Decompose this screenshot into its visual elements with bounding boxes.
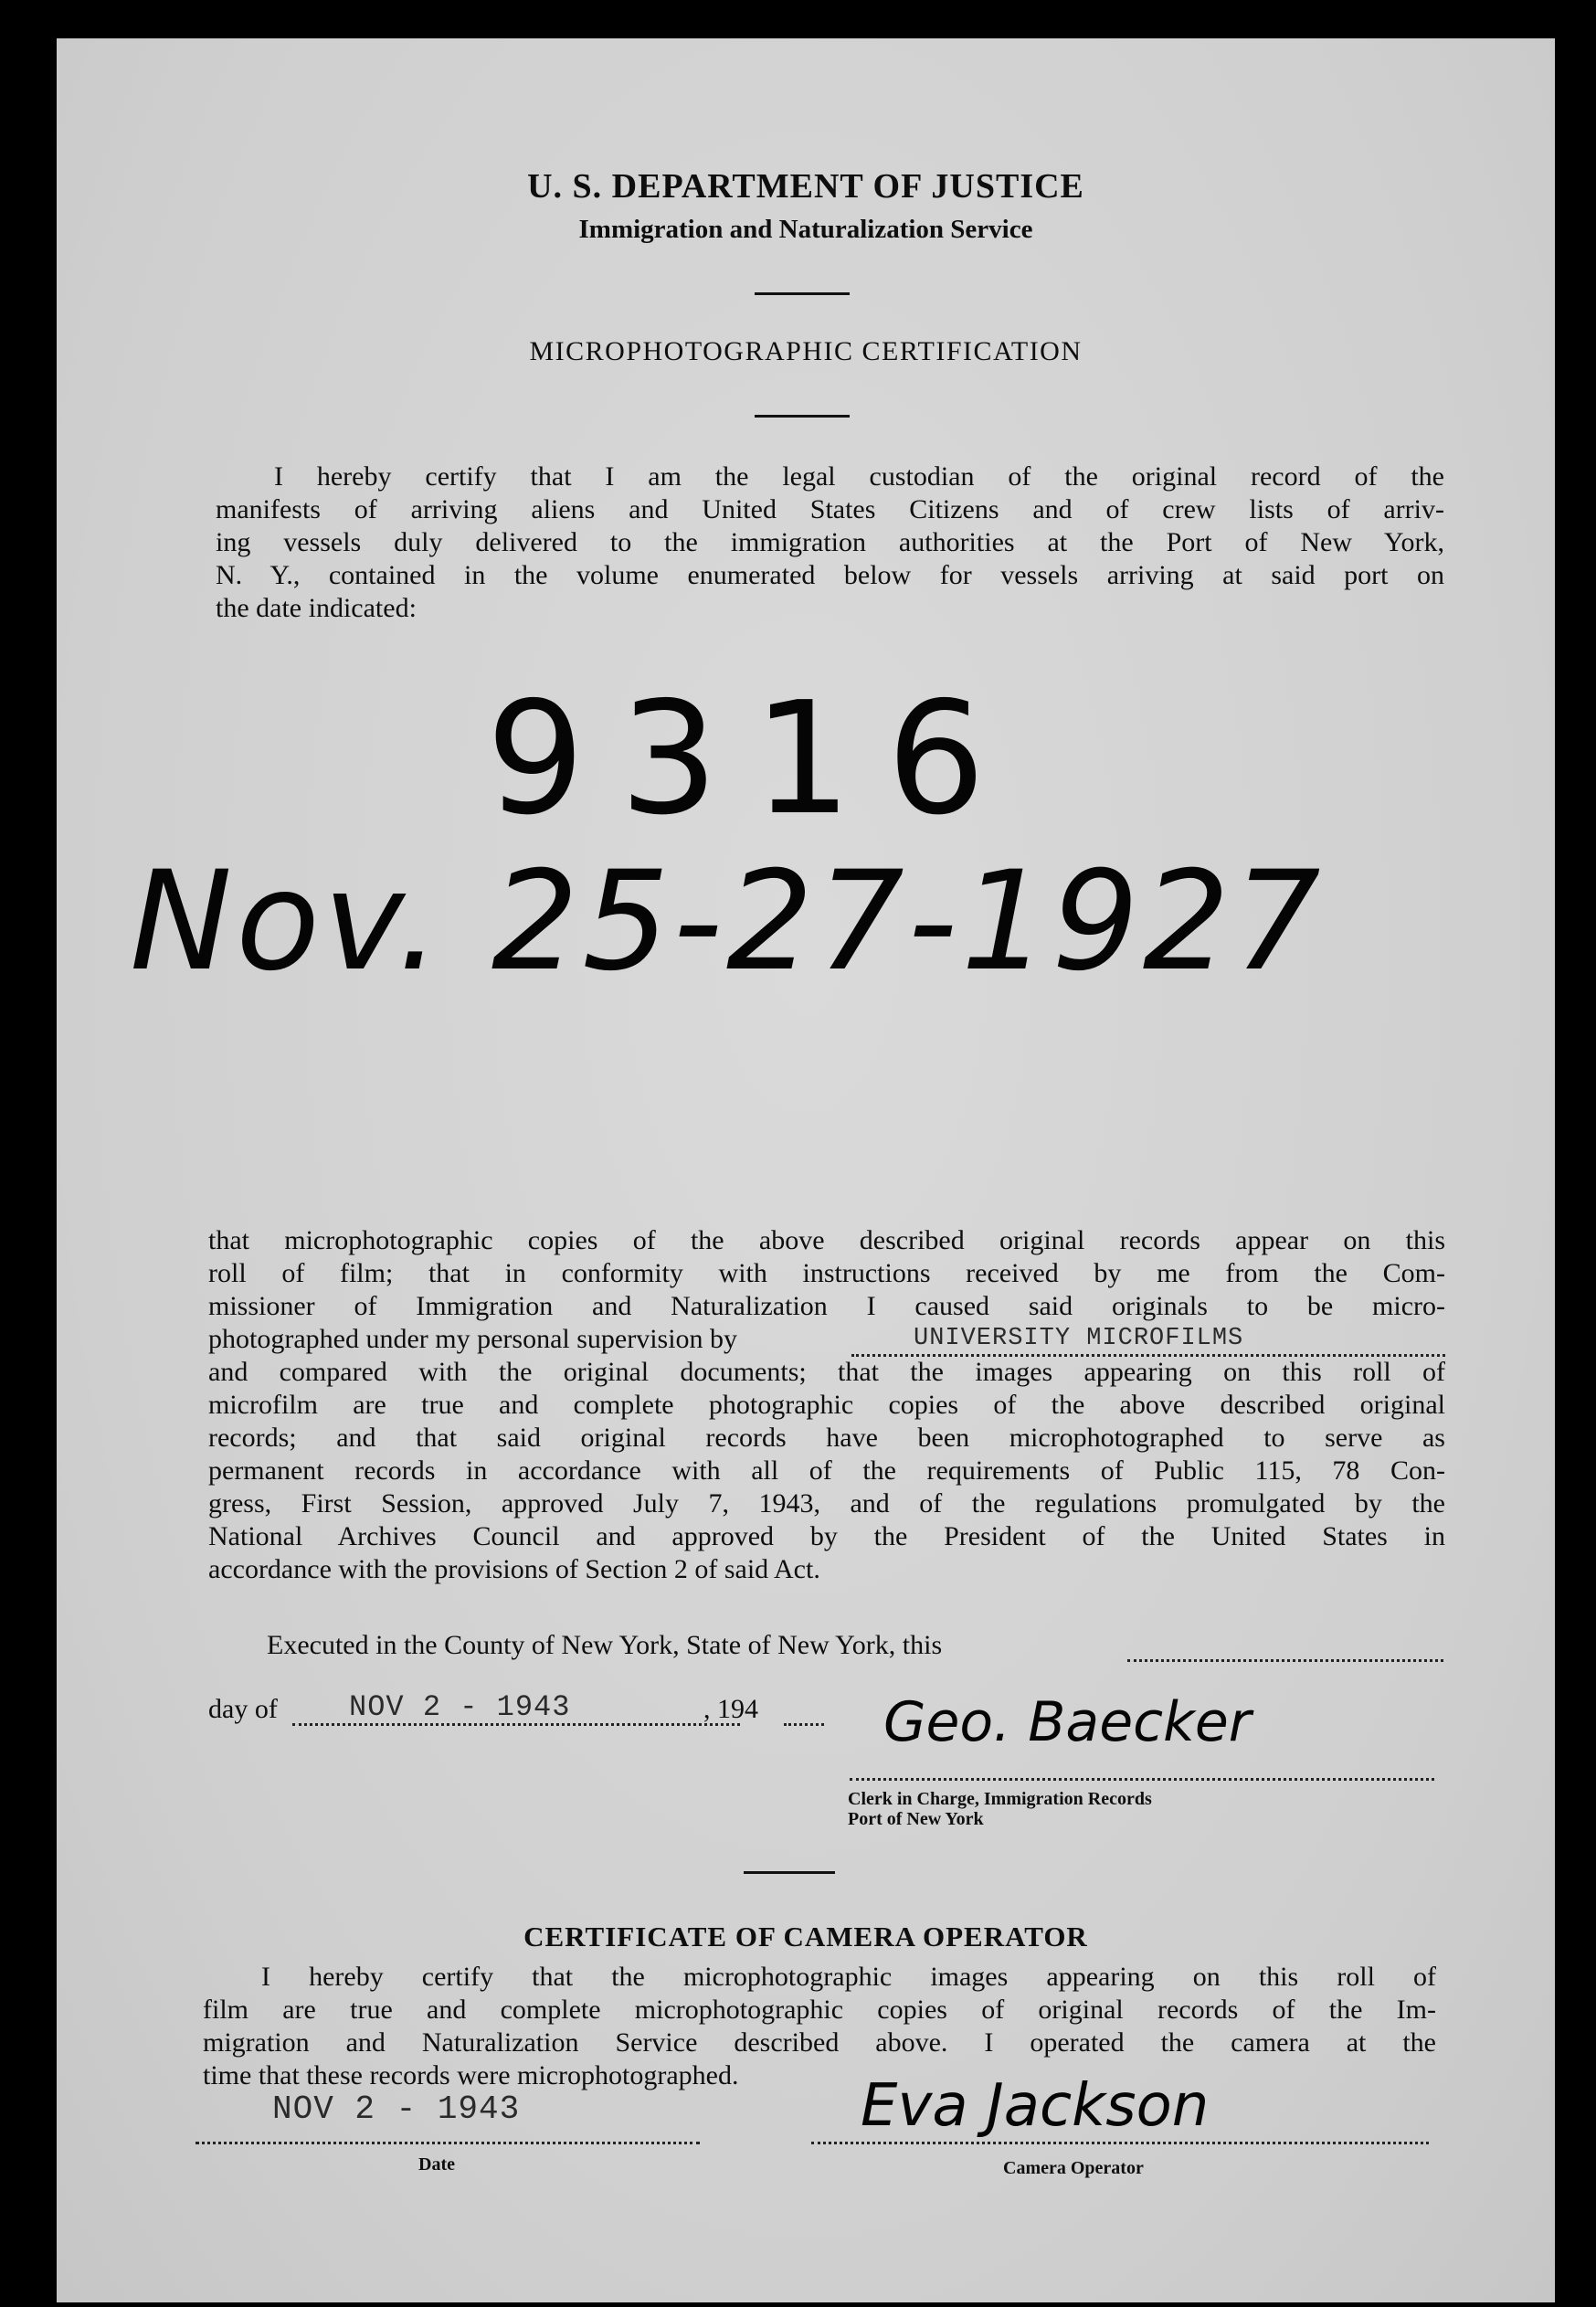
intro-line: the date indicated: xyxy=(216,593,417,623)
body-line: microfilm are true and complete photographic copies of the above described original xyxy=(208,1390,1445,1420)
year-dotted-line xyxy=(784,1723,824,1726)
body-line: and compared with the original documents; that the images appearing on this roll of xyxy=(208,1357,1445,1387)
camera-line: migration and Naturalization Service described above. I operated the camera at the xyxy=(203,2027,1436,2058)
year-prefix: , 194 xyxy=(703,1694,758,1724)
intro-line: manifests of arriving aliens and United States Citizens and of crew lists of arriv- xyxy=(216,494,1444,524)
supervisor-dotted-line xyxy=(851,1354,1445,1357)
department-heading: U. S. DEPARTMENT OF JUSTICE xyxy=(527,167,1084,206)
camera-line: time that these records were microphotographed. xyxy=(203,2060,739,2090)
body-line: roll of film; that in conformity with instructions received by me from the Com- xyxy=(208,1258,1445,1288)
date-label: Date xyxy=(418,2154,455,2175)
service-subheading: Immigration and Naturalization Service xyxy=(578,215,1033,244)
handwritten-date-range: Nov. 25-27-1927 xyxy=(130,842,1325,1001)
intro-line: N. Y., contained in the volume enumerated below for vessels arriving at said port on xyxy=(216,560,1444,590)
body-paragraph xyxy=(208,1224,1445,1586)
camera-line: I hereby certify that the microphotographic images appearing on this roll of xyxy=(261,1962,1436,1992)
divider xyxy=(755,292,850,295)
operator-signature: Eva Jackson xyxy=(861,2072,1210,2140)
divider xyxy=(744,1871,835,1874)
certificate-sheet xyxy=(57,38,1555,2302)
operator-signature-line xyxy=(811,2142,1429,2144)
body-line: accordance with the provisions of Section 2 of said Act. xyxy=(208,1554,820,1584)
camera-date-stamp: NOV 2 - 1943 xyxy=(272,2090,521,2128)
body-line: photographed under my personal supervision by xyxy=(208,1324,738,1354)
intro-paragraph xyxy=(216,460,1444,625)
body-line: National Archives Council and approved by the President of the United States in xyxy=(208,1521,1445,1551)
operator-label: Camera Operator xyxy=(1003,2158,1144,2178)
camera-line: film are true and complete microphotographic copies of original records of the Im- xyxy=(203,1995,1436,2025)
body-line: records; and that said original records have been microphotographed to serve as xyxy=(208,1423,1445,1453)
supervisor-stamp: UNIVERSITY MICROFILMS xyxy=(914,1325,1244,1352)
executed-date-stamp: NOV 2 - 1943 xyxy=(349,1690,571,1724)
body-line: that microphotographic copies of the above described original records appear on this xyxy=(208,1225,1445,1255)
clerk-title xyxy=(848,1789,1152,1829)
clerk-signature: Geo. Baecker xyxy=(883,1690,1252,1754)
camera-paragraph xyxy=(203,1961,1436,2092)
body-line: gress, First Session, approved July 7, 1943, and of the regulations promulgated by the xyxy=(208,1488,1445,1519)
day-of-label: day of xyxy=(208,1694,278,1724)
executed-dotted-line xyxy=(1127,1659,1443,1662)
camera-operator-heading: CERTIFICATE OF CAMERA OPERATOR xyxy=(523,1921,1088,1952)
intro-line: I hereby certify that I am the legal custodian of the original record of the xyxy=(274,461,1444,492)
clerk-title-line: Clerk in Charge, Immigration Records xyxy=(848,1789,1152,1809)
body-line: permanent records in accordance with all of the requirements of Public 115, 78 Con- xyxy=(208,1455,1445,1486)
handwritten-volume-number: 9316 xyxy=(486,669,1020,850)
date-signature-line xyxy=(196,2142,700,2144)
executed-line: Executed in the County of New York, State of New York, this xyxy=(267,1630,943,1660)
body-line: missioner of Immigration and Naturalization I caused said originals to be micro- xyxy=(208,1291,1445,1321)
divider xyxy=(755,415,850,418)
clerk-signature-line xyxy=(850,1778,1434,1781)
certification-title: MICROPHOTOGRAPHIC CERTIFICATION xyxy=(529,336,1083,366)
clerk-title-line: Port of New York xyxy=(848,1809,984,1829)
intro-line: ing vessels duly delivered to the immigration authorities at the Port of New York, xyxy=(216,527,1444,557)
